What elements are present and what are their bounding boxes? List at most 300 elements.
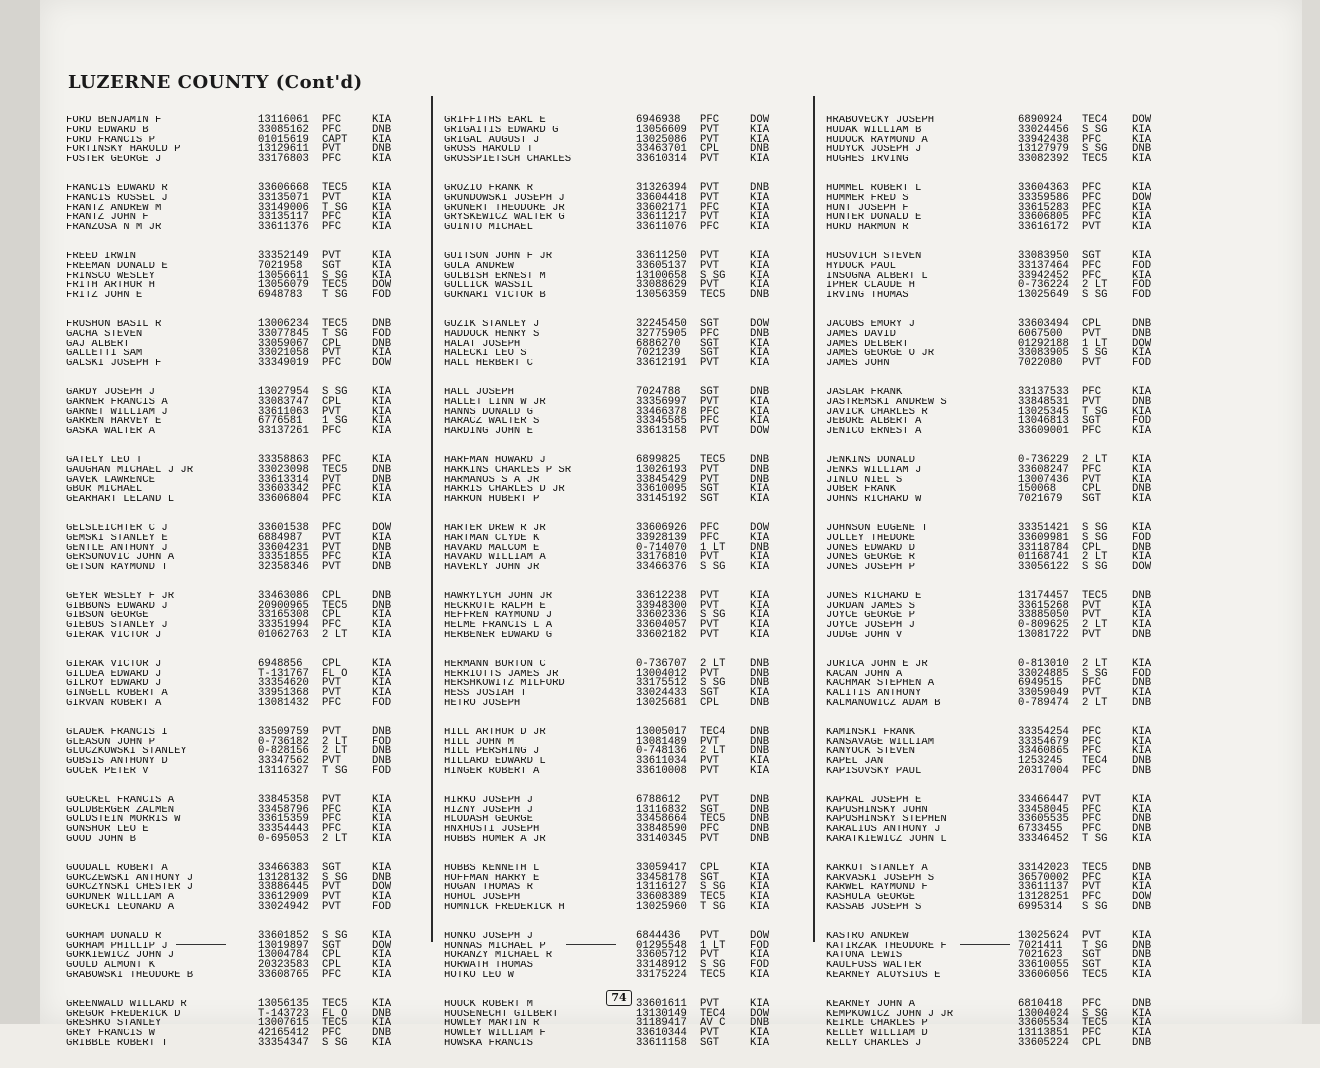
entry-name: GARDY JOSEPH J <box>66 387 156 398</box>
entry-name: HYDOCK PAUL <box>826 261 896 272</box>
entry-rank: S SG <box>1082 667 1108 680</box>
entry-status: DOW <box>1132 891 1152 904</box>
entry-name: FORD EDWARD B <box>66 125 149 136</box>
entry-serial-number: 6810418 <box>1018 997 1063 1010</box>
entry-name: JEBORE ALBERT A <box>826 417 922 428</box>
roster-entry <box>444 349 794 359</box>
entry-status: KIA <box>750 483 770 496</box>
roster-entry <box>826 473 1176 486</box>
entry-name: FRANZOSA N M JR <box>66 223 162 233</box>
roster-entry <box>66 667 416 680</box>
entry-rank: PVT <box>700 211 720 224</box>
entry-status: KIA <box>750 861 770 874</box>
roster-entry <box>66 903 416 913</box>
entry-rank: PVT <box>1082 599 1102 612</box>
entry-name: KEARNEY ALOYSIUS E <box>826 971 941 981</box>
entry-rank: PFC <box>1082 735 1102 748</box>
roster-entry <box>444 699 794 709</box>
entry-name: HILL PERSHING J <box>444 747 540 758</box>
entry-status: KIA <box>750 629 770 642</box>
entry-serial-number: 13100658 <box>636 269 687 282</box>
entry-name: GROSS HAROLD T <box>444 145 534 156</box>
entry-serial-number: 33602182 <box>636 629 687 642</box>
entry-serial-number: 0-789474 <box>1018 697 1069 710</box>
entry-rank: TEC5 <box>1082 861 1108 874</box>
roster-entry <box>826 1036 1176 1049</box>
roster-entry <box>66 961 416 971</box>
roster-entry <box>444 793 794 806</box>
roster-entry <box>444 249 794 262</box>
entry-name: HEFFREN RAYMOND J <box>444 611 553 622</box>
roster-group <box>444 116 794 165</box>
entry-rank: PVT <box>700 395 720 408</box>
entry-rank: PVT <box>322 405 342 418</box>
roster-entry <box>66 485 416 495</box>
entry-serial-number: 33351421 <box>1018 521 1069 534</box>
entry-status: KIA <box>750 687 770 700</box>
entry-name: KARATKIEWICZ JOHN L <box>826 835 947 845</box>
entry-serial-number: 33613314 <box>258 473 309 486</box>
roster-entry <box>444 213 794 223</box>
entry-serial-number: 33458796 <box>258 803 309 816</box>
roster-entry <box>444 541 794 554</box>
entry-rank: PFC <box>322 221 342 234</box>
entry-name: GULBISH ERNEST M <box>444 271 546 282</box>
entry-serial-number: 32358346 <box>258 561 309 574</box>
entry-rank: PVT <box>1082 929 1102 942</box>
entry-status: KIA <box>372 259 392 272</box>
entry-status: DNB <box>750 725 770 738</box>
entry-status: KIA <box>750 949 770 962</box>
entry-rank: S SG <box>322 269 348 282</box>
roster-entry <box>444 291 794 301</box>
roster-group <box>66 181 416 234</box>
entry-name: HUSOVICH STEVEN <box>826 251 922 262</box>
entry-rank: CAPT <box>322 133 348 146</box>
entry-status: KIA <box>1132 493 1152 506</box>
entry-status: KIA <box>372 201 392 214</box>
entry-status: FOD <box>372 765 392 778</box>
entry-serial-number: 13006234 <box>258 317 309 330</box>
entry-status: KIA <box>372 114 392 126</box>
roster-entry <box>444 473 794 486</box>
roster-entry <box>444 939 794 952</box>
entry-serial-number: 33616172 <box>1018 221 1069 234</box>
roster-entry <box>66 929 416 942</box>
entry-serial-number: 13025086 <box>636 133 687 146</box>
roster-entry <box>66 223 416 233</box>
entry-name: FREED IRWIN <box>66 251 136 262</box>
entry-status: KIA <box>372 269 392 282</box>
entry-status: DNB <box>750 143 770 156</box>
entry-name: GOODALL ROBERT A <box>66 863 168 874</box>
entry-serial-number: 33608247 <box>1018 463 1069 476</box>
entry-serial-number: 6788612 <box>636 793 681 806</box>
entry-serial-number: 33612909 <box>258 891 309 904</box>
roster-entry <box>826 825 1176 835</box>
roster-entry <box>444 815 794 825</box>
roster-entry <box>66 735 416 748</box>
roster-entry <box>826 485 1176 495</box>
entry-name: GULA ANDREW <box>444 261 514 272</box>
entry-serial-number: 33083905 <box>1018 347 1069 360</box>
roster-entry <box>826 453 1176 466</box>
entry-serial-number: 33466376 <box>636 561 687 574</box>
entry-name: HOGAN THOMAS R <box>444 883 534 894</box>
entry-rank: PFC <box>1082 745 1102 758</box>
roster-entry <box>826 291 1176 301</box>
entry-status: DNB <box>1132 143 1152 156</box>
roster-entry <box>444 385 794 398</box>
entry-serial-number: 33458664 <box>636 813 687 826</box>
entry-serial-number: 13026193 <box>636 463 687 476</box>
entry-serial-number: 13116127 <box>636 881 687 894</box>
entry-name: JENKINS DONALD <box>826 455 916 466</box>
entry-name: JAMES DAVID <box>826 329 896 340</box>
entry-rank: TEC5 <box>1082 1017 1108 1030</box>
entry-name: HONKO JOSEPH J <box>444 931 534 942</box>
roster-entry <box>444 747 794 757</box>
entry-serial-number: 6884987 <box>258 531 303 544</box>
entry-rank: PFC <box>322 823 342 836</box>
entry-status: KIA <box>1132 609 1152 622</box>
entry-name: KACAN JOHN A <box>826 669 903 680</box>
roster-entry <box>826 181 1176 194</box>
entry-rank: CPL <box>322 657 342 670</box>
entry-serial-number: 33354443 <box>258 823 309 836</box>
roster-entry <box>66 405 416 418</box>
entry-status: KIA <box>750 881 770 894</box>
entry-name: HAVARD WILLIAM A <box>444 553 546 564</box>
roster-entry <box>66 359 416 369</box>
entry-status: DNB <box>372 561 392 574</box>
entry-serial-number: 33149006 <box>258 201 309 214</box>
entry-serial-number: 33610344 <box>636 1027 687 1040</box>
entry-status: KIA <box>1132 221 1152 234</box>
entry-serial-number: 33458178 <box>636 871 687 884</box>
entry-name: KARWEL RAYMOND F <box>826 883 928 894</box>
entry-rank: PVT <box>700 929 720 942</box>
entry-status: KIA <box>1132 803 1152 816</box>
entry-name: FRINSCO WESLEY <box>66 271 156 282</box>
entry-rank: PVT <box>700 249 720 262</box>
roster-entry <box>826 495 1176 505</box>
roster-entry <box>66 1019 416 1029</box>
entry-rank: PFC <box>322 493 342 506</box>
entry-name: HOBBS KENNETH L <box>444 863 540 874</box>
entry-status: KIA <box>750 901 770 914</box>
roster-entry <box>444 359 794 369</box>
roster-entry <box>444 893 794 903</box>
roster-entry <box>66 883 416 893</box>
roster-entry <box>444 871 794 884</box>
entry-rank: PFC <box>322 453 342 466</box>
entry-status: DNB <box>750 181 770 194</box>
entry-status: FOD <box>1132 279 1152 292</box>
roster-entry <box>826 359 1176 369</box>
roster-entry <box>66 116 416 126</box>
entry-serial-number: 33612191 <box>636 357 687 370</box>
entry-status: DNB <box>372 463 392 476</box>
entry-rank: PFC <box>1082 425 1102 438</box>
entry-serial-number: 33611376 <box>258 221 309 234</box>
entry-rank: PVT <box>1082 473 1102 486</box>
roster-group <box>66 317 416 370</box>
entry-serial-number: T-143723 <box>258 1007 309 1020</box>
entry-name: JAMES DELBERT <box>826 339 909 350</box>
entry-name: GEARHART LELAND L <box>66 495 175 505</box>
entry-rank: TEC5 <box>322 279 348 292</box>
entry-name: JACOBS EMORY J <box>826 319 916 330</box>
entry-name: HONNAS MICHAEL P <box>444 941 546 952</box>
entry-rank: PVT <box>700 1027 720 1040</box>
entry-serial-number: 13025960 <box>636 901 687 914</box>
entry-rank: PFC <box>1082 1027 1102 1040</box>
entry-name: GALSKI JOSEPH F <box>66 359 162 369</box>
roster-entry <box>826 1007 1176 1020</box>
entry-rank: PFC <box>1082 677 1102 690</box>
entry-rank: PVT <box>700 755 720 768</box>
entry-serial-number: 6946938 <box>636 114 681 126</box>
entry-serial-number: 33466447 <box>1018 793 1069 806</box>
entry-rank: S SG <box>322 929 348 942</box>
entry-status: KIA <box>372 657 392 670</box>
entry-serial-number: 0-736229 <box>1018 453 1069 466</box>
roster-entry <box>826 903 1176 913</box>
entry-serial-number: 33615283 <box>1018 201 1069 214</box>
roster-entry <box>826 971 1176 981</box>
entry-serial-number: 33606926 <box>636 521 687 534</box>
entry-status: DNB <box>1132 327 1152 340</box>
entry-name: GIBSON GEORGE <box>66 611 149 622</box>
roster-entry <box>66 155 416 165</box>
roster-group <box>826 861 1176 914</box>
entry-status: KIA <box>750 997 770 1010</box>
entry-rank: CPL <box>322 395 342 408</box>
roster-group <box>826 521 1176 574</box>
entry-serial-number: 33603342 <box>258 483 309 496</box>
entry-rank: PFC <box>1082 803 1102 816</box>
entry-name: HADDOCK HENRY S <box>444 329 540 340</box>
roster-entry <box>444 191 794 204</box>
entry-status: KIA <box>372 629 392 642</box>
entry-rank: PFC <box>700 415 720 428</box>
entry-rank: S SG <box>700 609 726 622</box>
entry-serial-number: 13113851 <box>1018 1027 1069 1040</box>
entry-name: HORANZY MICHAEL R <box>444 951 553 962</box>
entry-status: DOW <box>1132 191 1152 204</box>
roster-group <box>66 116 416 165</box>
entry-status: KIA <box>750 551 770 564</box>
entry-name: HARTER DREW R JR <box>444 523 546 534</box>
roster-entry <box>826 699 1176 709</box>
entry-name: GONSHOR LEO E <box>66 825 149 836</box>
entry-status: DNB <box>750 745 770 758</box>
roster-entry <box>444 485 794 495</box>
entry-name: GIBBONS EDWARD J <box>66 601 168 612</box>
entry-status: KIA <box>1132 969 1152 981</box>
entry-rank: SGT <box>1082 415 1102 428</box>
entry-status: DNB <box>1132 949 1152 962</box>
entry-serial-number: 33611034 <box>636 755 687 768</box>
entry-serial-number: 33142023 <box>1018 861 1069 874</box>
entry-rank: SGT <box>700 871 720 884</box>
roster-entry <box>66 939 416 952</box>
entry-status: DOW <box>372 939 392 952</box>
roster-entry <box>826 861 1176 874</box>
entry-serial-number: 33354254 <box>1018 725 1069 738</box>
footer-rule <box>176 944 226 945</box>
entry-serial-number: 6899825 <box>636 453 681 466</box>
entry-serial-number: 33608765 <box>258 969 309 981</box>
entry-status: DNB <box>750 813 770 826</box>
entry-rank: 2 LT <box>1082 619 1108 632</box>
roster-entry <box>66 453 416 466</box>
roster-entry <box>66 123 416 136</box>
entry-name: GRUNERT THEODORE JR <box>444 203 565 214</box>
entry-name: HOWLEY MARTIN R <box>444 1019 540 1030</box>
entry-rank: PVT <box>700 735 720 748</box>
entry-status: KIA <box>372 493 392 506</box>
roster-entry <box>66 317 416 330</box>
entry-serial-number: 31326394 <box>636 181 687 194</box>
roster-entry <box>444 269 794 282</box>
entry-status: KIA <box>750 191 770 204</box>
roster-group <box>444 589 794 642</box>
entry-rank: TEC5 <box>700 453 726 466</box>
roster-entry <box>826 417 1176 427</box>
entry-serial-number: 150068 <box>1018 483 1057 496</box>
entry-rank: PFC <box>322 425 342 438</box>
roster-entry <box>826 757 1176 767</box>
entry-status: DNB <box>1132 317 1152 330</box>
entry-status: DOW <box>750 425 770 438</box>
entry-rank: PVT <box>1082 793 1102 806</box>
entry-rank: S SG <box>700 561 726 574</box>
entry-rank: PVT <box>1082 629 1102 642</box>
roster-entry <box>444 631 794 641</box>
roster-entry <box>826 259 1176 272</box>
entry-status: KIA <box>372 385 392 398</box>
entry-name: HILLARD EDWARD L <box>444 757 546 768</box>
entry-name: KAPUSHINSKY STEPHEN <box>826 815 947 826</box>
entry-rank: PFC <box>322 123 342 136</box>
entry-rank: TEC4 <box>700 725 726 738</box>
roster-entry <box>66 1036 416 1049</box>
entry-serial-number: 0-736707 <box>636 657 687 670</box>
entry-serial-number: 33077845 <box>258 327 309 340</box>
entry-serial-number: 33082392 <box>1018 153 1069 166</box>
entry-rank: PVT <box>322 793 342 806</box>
entry-name: HNXHUSTI JOSEPH <box>444 825 540 836</box>
entry-name: HOHOL JOSEPH <box>444 893 521 904</box>
entry-status: DNB <box>372 871 392 884</box>
entry-rank: SGT <box>1082 959 1102 972</box>
roster-entry <box>444 327 794 340</box>
entry-status: KIA <box>372 823 392 836</box>
entry-serial-number: 13004024 <box>1018 1007 1069 1020</box>
entry-serial-number: 33356997 <box>636 395 687 408</box>
entry-name: JONES JOSEPH P <box>826 563 916 573</box>
entry-name: HERMANN BURTON C <box>444 659 546 670</box>
roster-entry <box>66 385 416 398</box>
entry-name: HUDYCK JOSEPH J <box>826 145 922 156</box>
entry-rank: PFC <box>700 327 720 340</box>
entry-name: FORD BENJAMIN F <box>66 116 162 126</box>
entry-status: DOW <box>372 279 392 292</box>
entry-serial-number: 33605712 <box>636 949 687 962</box>
roster-entry <box>444 725 794 738</box>
roster-entry <box>826 767 1176 777</box>
roster-entry <box>444 317 794 330</box>
roster-entry <box>826 679 1176 689</box>
roster-entry <box>826 553 1176 563</box>
roster-entry <box>66 679 416 689</box>
entry-name: KEIRLE CHARLES P <box>826 1019 928 1030</box>
entry-status: DNB <box>1132 483 1152 496</box>
roster-entry <box>66 281 416 291</box>
entry-serial-number: 33608389 <box>636 891 687 904</box>
entry-status: KIA <box>1132 959 1152 972</box>
entry-rank: PVT <box>700 589 720 602</box>
roster-entry <box>66 249 416 262</box>
entry-rank: FL O <box>322 1007 348 1020</box>
entry-serial-number: 13004012 <box>636 667 687 680</box>
roster-entry <box>444 951 794 961</box>
entry-name: JAMES JOHN <box>826 359 890 369</box>
roster-group <box>444 453 794 506</box>
entry-rank: CPL <box>700 861 720 874</box>
entry-status: FOD <box>1132 289 1152 302</box>
entry-name: GOLDBERGER ZALMEN <box>66 805 175 816</box>
entry-status: FOD <box>372 735 392 748</box>
roster-entry <box>444 427 794 437</box>
entry-rank: S SG <box>1082 521 1108 534</box>
roster-entry <box>826 249 1176 262</box>
entry-rank: PVT <box>322 249 342 262</box>
page-number: 74 <box>606 990 632 1006</box>
entry-serial-number: 6949515 <box>1018 677 1063 690</box>
roster-entry <box>826 223 1176 233</box>
entry-name: GEMSKI STANLEY E <box>66 533 168 544</box>
entry-serial-number: 33604231 <box>258 541 309 554</box>
entry-name: HILL JOHN M <box>444 737 514 748</box>
entry-serial-number: 31189417 <box>636 1017 687 1030</box>
entry-name: JENICO ERNEST A <box>826 427 922 437</box>
entry-serial-number: 33023098 <box>258 463 309 476</box>
entry-rank: 2 LT <box>1082 697 1108 710</box>
entry-rank: PVT <box>700 629 720 642</box>
entry-serial-number: 13127979 <box>1018 143 1069 156</box>
entry-status: KIA <box>750 405 770 418</box>
entry-rank: 2 LT <box>322 833 348 846</box>
entry-serial-number: 33605534 <box>1018 1017 1069 1030</box>
entry-name: HILL ARTHUR D JR <box>444 727 546 738</box>
entry-status: DNB <box>1132 541 1152 554</box>
entry-rank: PVT <box>700 833 720 846</box>
entry-status: DOW <box>1132 114 1152 126</box>
entry-name: GROZIO FRANK R <box>444 183 534 194</box>
entry-name: GATELY LEO T <box>66 455 143 466</box>
entry-status: DNB <box>1132 823 1152 836</box>
roster-entry <box>826 893 1176 903</box>
entry-status: FOD <box>1132 357 1152 370</box>
entry-status: DNB <box>750 1017 770 1030</box>
entry-status: KIA <box>750 153 770 166</box>
entry-rank: PFC <box>322 114 342 126</box>
entry-name: HOTKO LEO W <box>444 971 514 981</box>
roster-entry <box>66 871 416 884</box>
